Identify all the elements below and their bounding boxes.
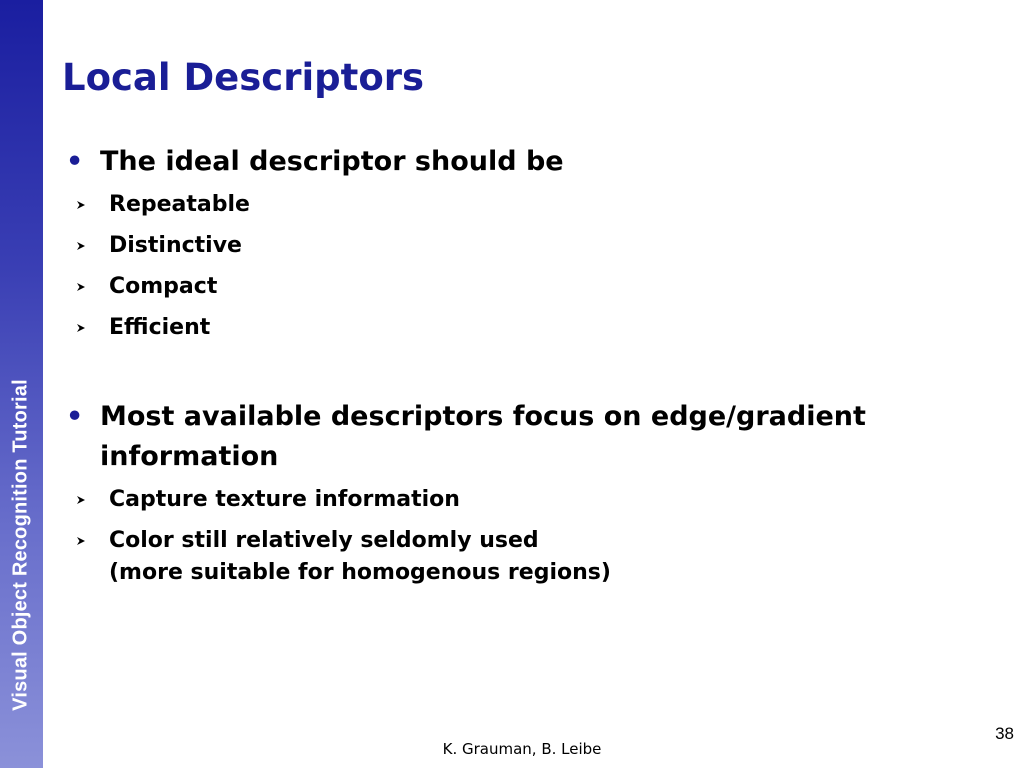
arrow-bullet-icon bbox=[76, 323, 86, 333]
bullet-list-2 bbox=[64, 397, 944, 597]
page-number: 38 bbox=[995, 724, 1014, 743]
sub-bullet-list bbox=[64, 188, 564, 345]
sidebar-label: Visual Object Recognition Tutorial bbox=[9, 379, 32, 711]
sub-bullet-item bbox=[64, 270, 564, 304]
bullet-item bbox=[64, 142, 564, 345]
sub-bullet-text: Efficient bbox=[109, 315, 211, 340]
sub-bullet-item bbox=[64, 483, 944, 517]
sub-bullet-item bbox=[64, 229, 564, 263]
arrow-bullet-icon bbox=[76, 241, 86, 251]
slide-title: Local Descriptors bbox=[62, 56, 425, 99]
footer-authors: K. Grauman, B. Leibe bbox=[442, 740, 602, 758]
sub-bullet-item bbox=[64, 524, 944, 590]
arrow-bullet-icon bbox=[76, 200, 86, 210]
bullet-dot-icon: • bbox=[66, 146, 84, 177]
bullet-list-1 bbox=[64, 142, 564, 352]
sub-bullet-text: Color still relatively seldomly used bbox=[109, 528, 539, 553]
bullet-dot-icon: • bbox=[66, 401, 84, 432]
sub-bullet-text: Capture texture information bbox=[109, 487, 460, 512]
bullet-text: Most available descriptors focus on edge/gradient information bbox=[100, 401, 866, 472]
bullet-text: The ideal descriptor should be bbox=[100, 146, 564, 177]
sub-bullet-text-continued: (more suitable for homogenous regions) bbox=[109, 560, 611, 585]
arrow-bullet-icon bbox=[76, 536, 86, 546]
sub-bullet-text: Repeatable bbox=[109, 192, 250, 217]
sub-bullet-text: Compact bbox=[109, 274, 218, 299]
sub-bullet-item bbox=[64, 188, 564, 222]
bullet-item bbox=[64, 397, 944, 590]
sidebar-band bbox=[0, 0, 43, 768]
sub-bullet-item bbox=[64, 311, 564, 345]
sub-bullet-text: Distinctive bbox=[109, 233, 242, 258]
arrow-bullet-icon bbox=[76, 282, 86, 292]
sub-bullet-list bbox=[64, 483, 944, 590]
arrow-bullet-icon bbox=[76, 495, 86, 505]
